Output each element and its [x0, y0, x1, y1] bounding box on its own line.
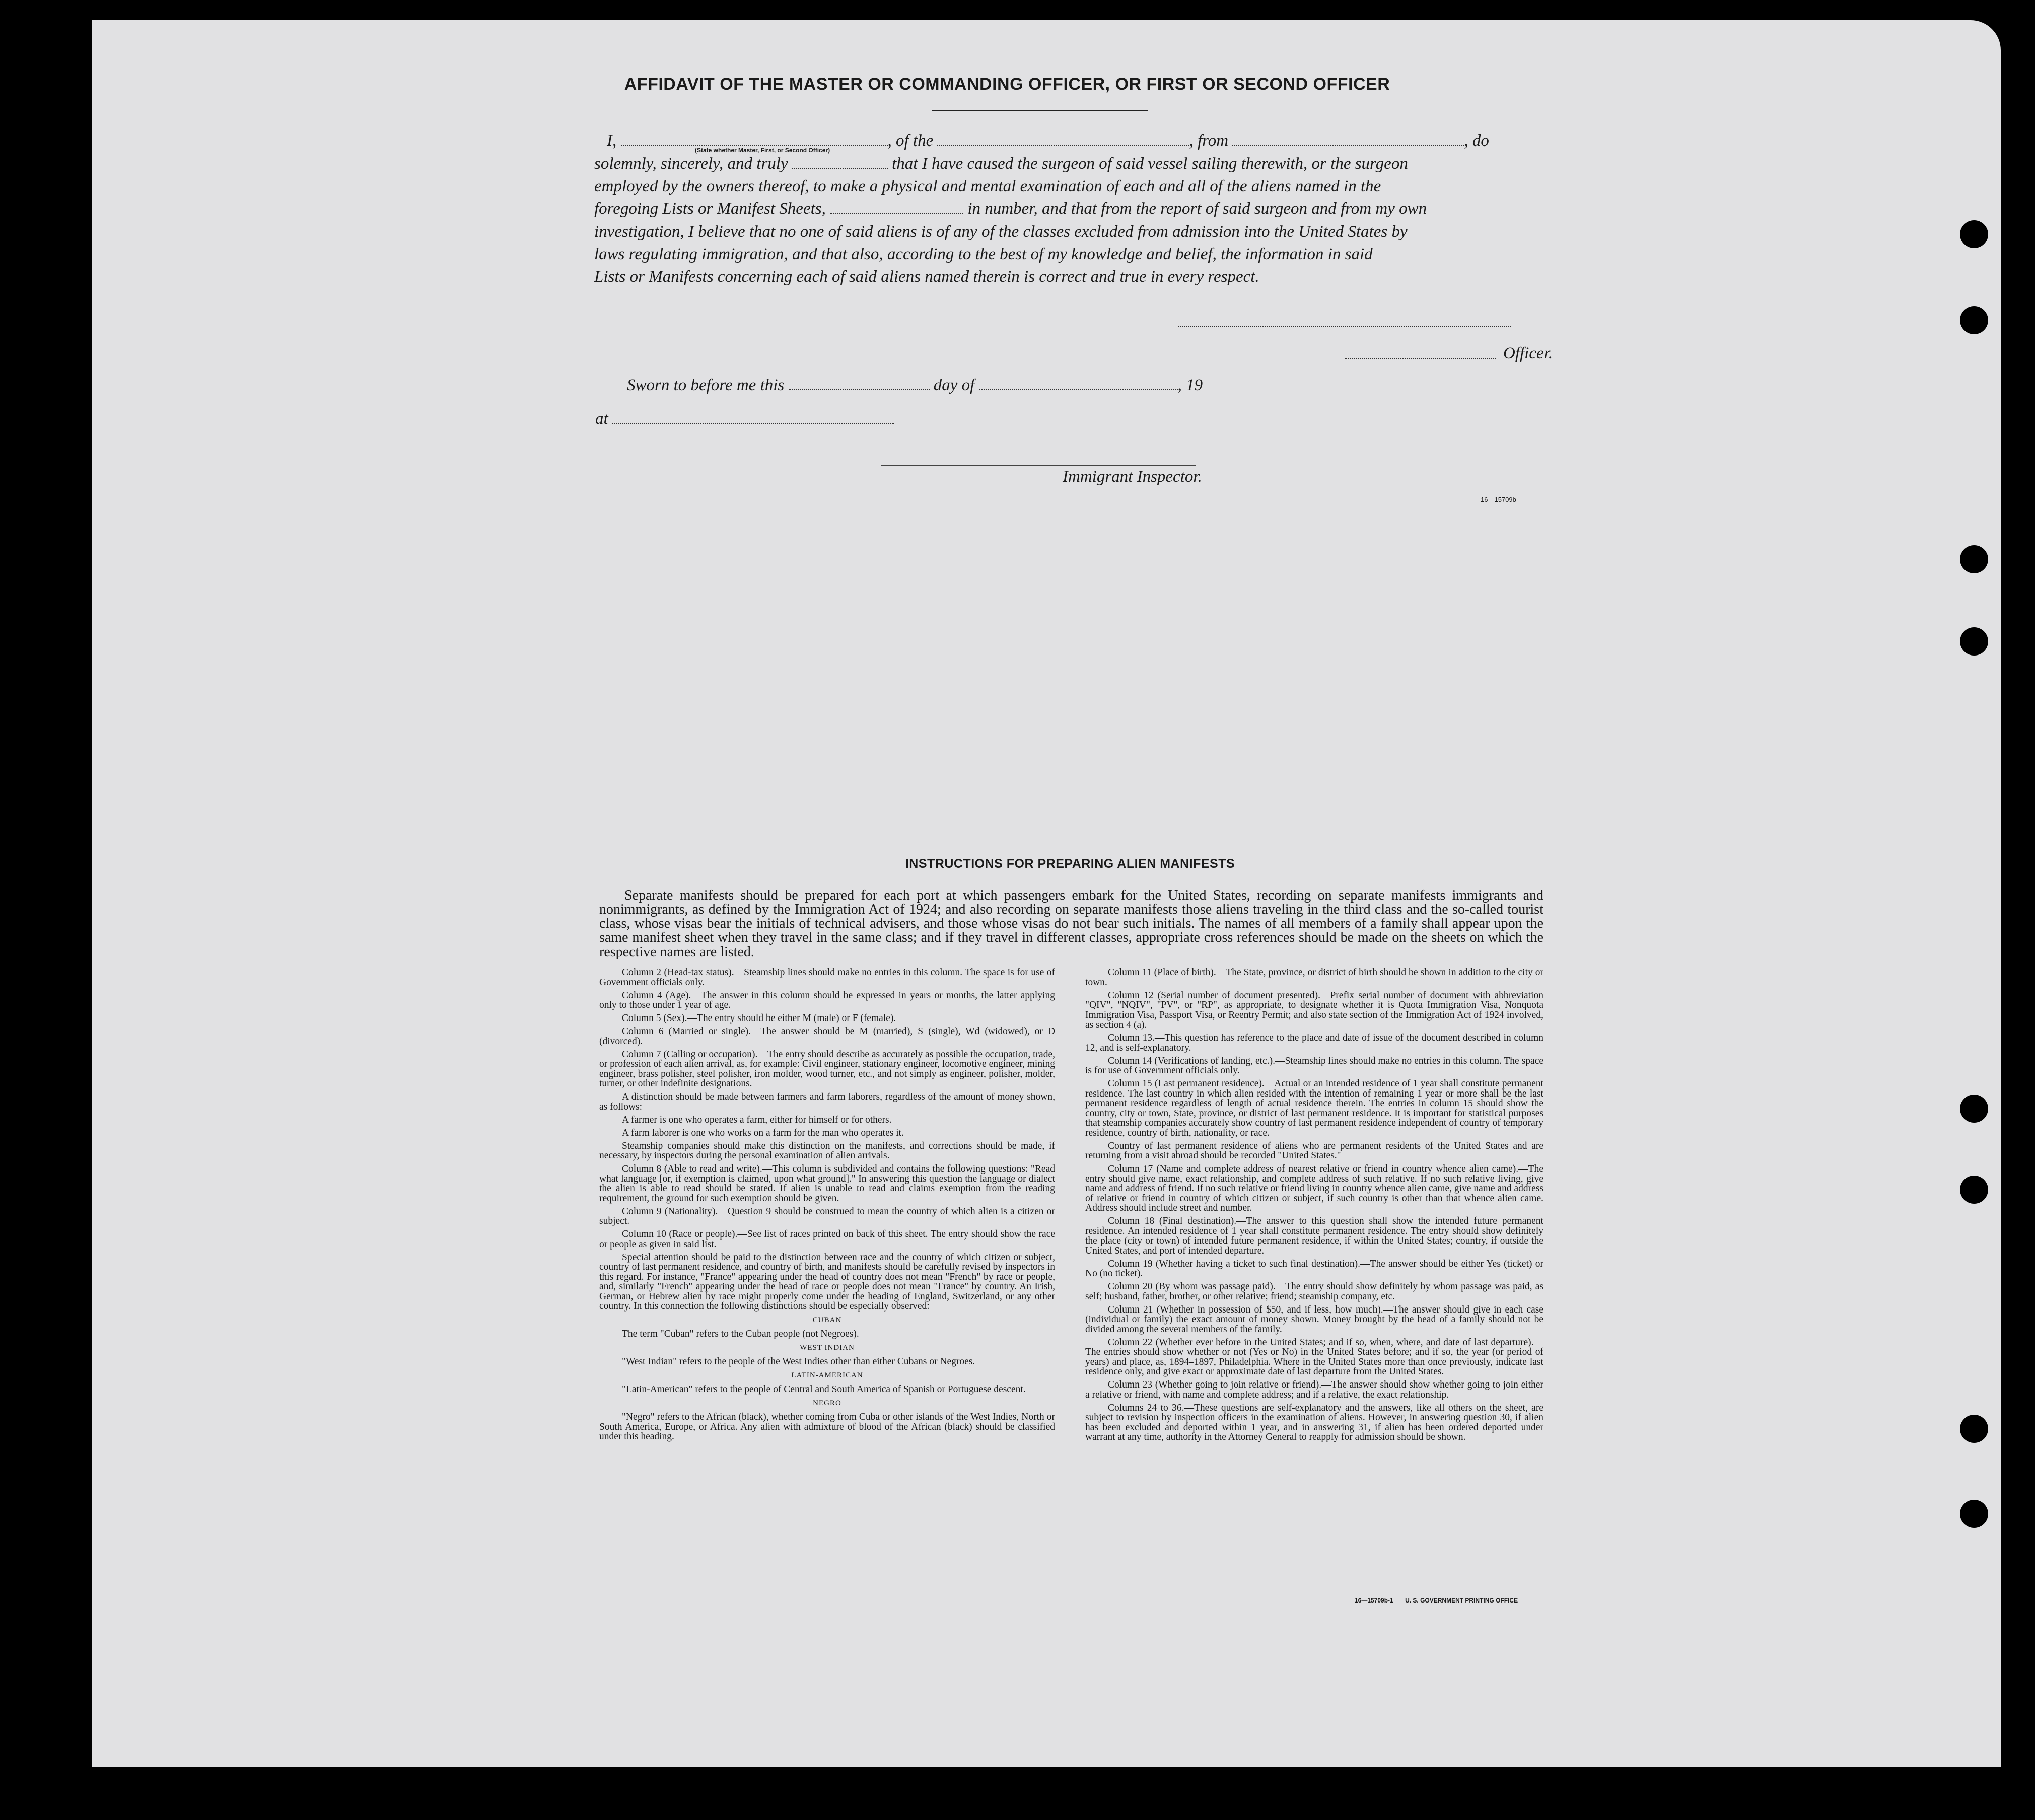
footer-codes [1355, 1597, 1518, 1604]
instruction-item: Column 12 (Serial number of document presented).—Prefix serial number of document with abbreviation "QIV", "NQIV", "PV", or "RP", as appropriate, to designate whether it is Quota Immigration Visa, Nonquota Immigration Visa, Passport Visa, or Reentry Permit; and also state section of the Immigration Act of 1924 involved, as section 4 (a). [1085, 990, 1543, 1030]
instruction-item: Column 20 (By whom was passage paid).—The entry should show definitely by whom passage was paid, as self; husband, father, brother, or other relative; friend; steamship company, etc. [1085, 1281, 1543, 1302]
instructions-right-column [1085, 968, 1543, 1445]
instruction-item: Column 19 (Whether having a ticket to such final destination).—The answer should be either Yes (ticket) or No (no ticket). [1085, 1258, 1543, 1279]
sworn-line [627, 374, 1203, 397]
affidavit-text: , of the [887, 132, 934, 150]
instruction-item: Column 15 (Last permanent residence).—Actual or an intended residence of 1 year shall constitute permanent residence. The last country in which alien resided with the intention of remaining 1 year or more shall be the last permanent residence regardless of length of actual residence therein. The entries in column 15 should show the country, city or town, State, province, or district of last permanent residence. It is important for statistical purposes that steamship companies accurately show country of last permanent residence independent of country of temporary residence, country of birth, nationality, or race. [1085, 1078, 1543, 1138]
sworn-day-field[interactable] [789, 389, 930, 390]
sworn-text: day of [933, 376, 975, 394]
place-field[interactable] [612, 423, 894, 424]
affidavit-text: that I have caused the surgeon of said vessel sailing therewith, or the surgeon [892, 155, 1408, 173]
at-text: at [595, 410, 608, 428]
affidavit-body [594, 130, 1541, 288]
affidavit-line-4 [594, 198, 1541, 221]
instruction-item: Column 22 (Whether ever before in the United States; and if so, when, where, and date of last departure).—The entries should show whether or not (Yes or No) in the United States before; and if so, the year (or period of years) and place, as, 1894–1897, Philadelphia. Where in the United States more than once previously, indicate last residence only, and give exact or approximate date of last departure from the United States. [1085, 1337, 1543, 1377]
sworn-text: , 19 [1177, 376, 1203, 394]
affidavit-text: , from [1189, 132, 1229, 150]
signature-line[interactable] [1178, 326, 1511, 327]
instruction-item: Special attention should be paid to the distinction between race and the country of which citizen or subject, country of last permanent residence, and country of birth, and manifests should be carefully revised by inspectors in this regard. For instance, "France" appearing under the head of country does not mean "French" by race or people, and, similarly "French" appearing under the head of race or people does not mean "France" by country. An Irish, German, or Hebrew alien by race might properly come under the heading of England, Switzerland, or any other country. In this connection the following distinctions should be especially observed: [599, 1252, 1055, 1312]
binder-hole [1960, 1500, 1988, 1528]
instructions-left-column [599, 968, 1055, 1445]
port-field[interactable] [1232, 145, 1464, 146]
officer-label: Officer. [1503, 344, 1553, 362]
instruction-item: Column 2 (Head-tax status).—Steamship lines should make no entries in this column. The space is for use of Government officials only. [599, 967, 1055, 988]
affidavit-line-5: investigation, I believe that no one of said aliens is of any of the classes excluded from admission into the United States by [594, 223, 1408, 241]
instruction-item: Column 10 (Race or people).—See list of races printed on back of this sheet. The entry should show the race or people as given in said list. [599, 1229, 1055, 1250]
instructions-intro: Separate manifests should be prepared for each port at which passengers embark for the United States, recording on separate manifests immigrants and nonimmigrants, as defined by the Immigration Act of 1924; and also recording on separate manifests those aliens traveling in the third class and the so-called tourist class, whose visas bear the initials of technical advisers, and those whose visas do not bear such initials. The names of all members of a family shall appear upon the same manifest sheet when they travel in the same class; and if they travel in different classes, appropriate cross references should be made on the sheets on which the respective names are listed. [599, 888, 1543, 960]
affidavit-text: , do [1464, 132, 1489, 150]
sworn-month-field[interactable] [979, 389, 1178, 390]
instruction-item: Country of last permanent residence of aliens who are permanent residents of the United States and are returning from a visit abroad should be recorded "United States." [1085, 1140, 1543, 1161]
affidavit-text: I, [607, 132, 617, 150]
instruction-item: Column 18 (Final destination).—The answer to this question shall show the intended future permanent residence. An intended residence of 1 year shall constitute permanent residence. The entry should show definitely the place (city or town) of intended future permanent residence, if within the United States; country, if outside the United States, and port of intended departure. [1085, 1216, 1543, 1256]
instruction-item: Column 17 (Name and complete address of nearest relative or friend in country whence alien came).—The entry should give name, exact relationship, and complete address of such relative. If no such relative living, give name and address of friend. If no such relative or friend living in country whence alien came, give name and address of relative or friend in country of which citizen or subject, if such country is other than that whence alien came. Address should include street and number. [1085, 1163, 1543, 1213]
instruction-item: "Latin-American" refers to the people of Central and South America of Spanish or Portuguese descent. [622, 1384, 1026, 1395]
instruction-item: Column 23 (Whether going to join relative or friend).—The answer should show whether going to join either a relative or friend, with name and complete address; and if a relative, the exact relationship. [1085, 1379, 1543, 1400]
at-line [595, 408, 894, 430]
affidavit-text: in number, and that from the report of said surgeon and from my own [967, 200, 1427, 218]
affidavit-line-7: Lists or Manifests concerning each of said aliens named therein is correct and true in every respect. [594, 268, 1259, 286]
affidavit-line-3: employed by the owners thereof, to make a physical and mental examination of each and all of the aliens named in the [594, 177, 1381, 195]
subheading-cuban: CUBAN [812, 1316, 842, 1324]
subheading-negro: NEGRO [813, 1399, 841, 1407]
instruction-item: Steamship companies should make this distinction on the manifests, and corrections should be made, if necessary, by inspectors during the personal examination of alien arrivals. [599, 1140, 1055, 1161]
instruction-item: Column 4 (Age).—The answer in this column should be expressed in years or months, the latter applying only to those under 1 year of age. [599, 990, 1055, 1010]
binder-hole [1960, 627, 1988, 656]
binder-hole [1960, 1176, 1988, 1204]
sheet-count-field[interactable] [830, 213, 963, 214]
inspector-label: Immigrant Inspector. [1063, 468, 1202, 486]
instruction-item: Column 14 (Verifications of landing, etc.).—Steamship lines should make no entries in this column. The space is for use of Government officials only. [1085, 1055, 1543, 1076]
instruction-item: Column 6 (Married or single).—The answer should be M (married), S (single), Wd (widowed), or D (divorced). [599, 1026, 1055, 1047]
instruction-item: Column 9 (Nationality).—Question 9 should be construed to mean the country of which alien is a citizen or subject. [599, 1206, 1055, 1226]
instruction-item: A distinction should be made between farmers and farm laborers, regardless of the amount of money shown, as follows: [599, 1091, 1055, 1112]
sworn-text: Sworn to before me this [627, 376, 785, 394]
footer-form-code: 16—15709b-1 [1355, 1597, 1393, 1604]
form-code: 16—15709b [1481, 496, 1516, 503]
title-rule [932, 110, 1148, 111]
binder-hole [1960, 545, 1988, 573]
instruction-item: Column 11 (Place of birth).—The State, province, or district of birth should be shown in addition to the city or town. [1085, 967, 1543, 988]
instructions-title: INSTRUCTIONS FOR PREPARING ALIEN MANIFESTS [905, 857, 1235, 871]
instruction-item: A farmer is one who operates a farm, either for himself or for others. [622, 1114, 892, 1125]
affidavit-line-6: laws regulating immigration, and that also, according to the best of my knowledge and belief, the information in said [594, 245, 1373, 263]
vessel-field[interactable] [937, 145, 1189, 146]
affidavit-title: AFFIDAVIT OF THE MASTER OR COMMANDING OFFICER, OR FIRST OR SECOND OFFICER [624, 75, 1390, 94]
instruction-item: Column 5 (Sex).—The entry should be either M (male) or F (female). [622, 1013, 896, 1024]
binder-hole [1960, 1095, 1988, 1123]
instruction-item: The term "Cuban" refers to the Cuban people (not Negroes). [622, 1329, 859, 1339]
instruction-item: Column 7 (Calling or occupation).—The entry should describe as accurately as possible the occupation, trade, or profession of each alien arrival, as, for example: Civil engineer, stationary engineer, locomotive engineer, mining engineer, brass polisher, steel polisher, iron molder, wood turner, etc., and not simply as engineer, polisher, molder, turner, or other indefinite designations. [599, 1049, 1055, 1089]
binder-hole [1960, 1415, 1988, 1443]
subheading-west-indian: WEST INDIAN [800, 1343, 855, 1352]
affidavit-text: foregoing Lists or Manifest Sheets, [594, 200, 826, 218]
oath-field[interactable] [792, 168, 888, 169]
subheading-latin-american: LATIN-AMERICAN [791, 1371, 863, 1379]
printer-imprint: U. S. GOVERNMENT PRINTING OFFICE [1405, 1597, 1518, 1604]
instruction-item: Column 21 (Whether in possession of $50, and if less, how much).—The answer should give in each case (individual or family) the exact amount of money shown. Money brought by the head of a family should not be divided among the several members of the family. [1085, 1304, 1543, 1335]
rank-field[interactable] [621, 145, 888, 146]
binder-hole [1960, 220, 1988, 248]
officer-line[interactable] [1345, 358, 1496, 359]
instruction-item: "West Indian" refers to the people of the West Indies other than either Cubans or Negroes. [622, 1356, 975, 1367]
instruction-item: Column 8 (Able to read and write).—This column is subdivided and contains the following questions: "Read what language [or, if exemption is claimed, upon what ground]." In answering this question the language or dialect the alien is able to read should be stated. If alien is unable to read and claims exemption from the reading requirement, the ground for such exemption should be given. [599, 1163, 1055, 1204]
instruction-item: "Negro" refers to the African (black), whether coming from Cuba or other islands of the West Indies, North or South America, Europe, or Africa. Any alien with admixture of blood of the African (black) should be classified under this heading. [599, 1412, 1055, 1442]
affidavit-text: solemnly, sincerely, and truly [594, 155, 788, 173]
instruction-item: Columns 24 to 36.—These questions are self-explanatory and the answers, like all others on the sheet, are subject to revision by inspection officers in the examination of aliens. However, in answering question 30, if alien has been excluded and deported within 1 year, and in answering 31, if alien has been ordered deported under warrant at any time, authority in the Attorney General to reapply for admission should be shown. [1085, 1402, 1543, 1442]
affidavit-line-2 [594, 153, 1541, 175]
binder-hole [1960, 306, 1988, 334]
instruction-item: A farm laborer is one who works on a farm for the man who operates it. [622, 1127, 904, 1138]
rank-note: (State whether Master, First, or Second Officer) [695, 147, 830, 154]
instruction-item: Column 13.—This question has reference to the place and date of issue of the document described in column 12, and is self-explanatory. [1085, 1033, 1543, 1053]
